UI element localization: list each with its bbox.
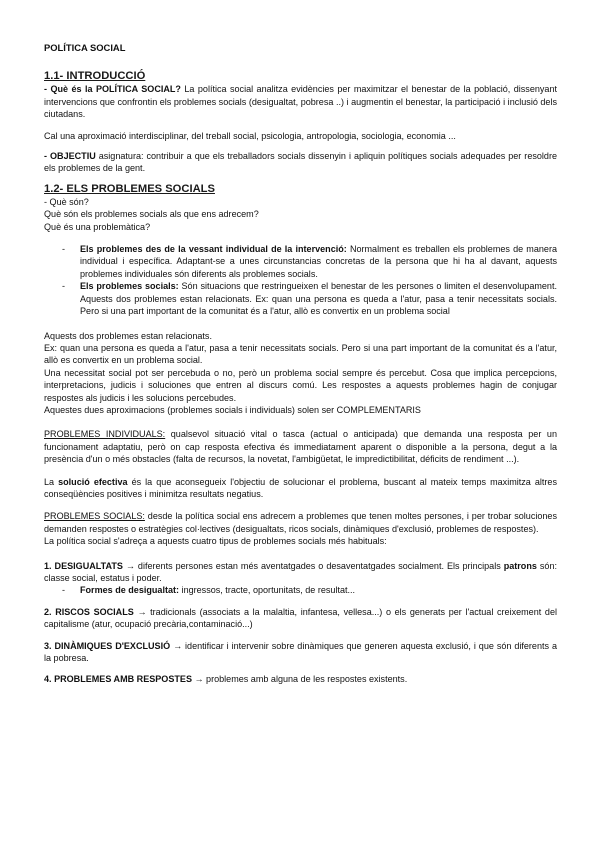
social-problems-paragraph: PROBLEMES SOCIALS: desde la política social ens adrecem a problemes que tenen moltes persones, i per trobar soluciones demanden respostes o estratègies col·lectives (desigualtats, ricos socials, dinàmiques d'exclusió, problemes de respostes). [44, 511, 557, 534]
list-item: 1. DESIGUALTATS → diferents persones estan més aventatgades o desaventatgades socialment. Els principals patrons són: classe social, estatus i poder. [44, 560, 557, 583]
question-what: - Què són? [44, 196, 89, 207]
list-item: 4. PROBLEMES AMB RESPOSTES → problemes amb alguna de les respostes existents. [44, 674, 408, 685]
question-label: - Què és la POLÍTICA SOCIAL? [44, 84, 181, 95]
question-problematic: Què és una problemàtica? [44, 221, 151, 232]
list-item: - Formes de desigualtat: ingressos, tracte, oportunitats, de resultat... [62, 585, 356, 596]
list-item: - Els problemes des de la vessant individual de la intervenció: Normalment es treballen els problemes de manera individual i específica. Adaptant-se a unes circunstancias concretas de la persona que hi ha al davant, aquests problemes individuales són diferents als problemes socials. [62, 244, 557, 279]
intro-paragraph: - Què és la POLÍTICA SOCIAL? La política social analitza evidències per maximitzar el benestar de la població, dissenyant intervencions que confrontin els problemes socials (desigualtat, pobresa ..) i augmentin el benestar, la participació i inclusió dels ciutadans. [44, 84, 557, 120]
interdisciplinary-paragraph: Cal una aproximació interdisciplinar, del treball social, psicologia, antropologia, sociologia, economia ... [44, 130, 456, 141]
list-item: - Els problemes socials: Són situacions que restringueixen el benestar de les persones o limiten el desenvolupament. Aquests dos problemes estan relacionats. Ex: quan una persona es queda a l'atur, pasa a tenir necessitats socials. Pero si una part important de la comunitat és a l'atur, allò es convertix en un problema social [62, 281, 557, 317]
document-title: POLÍTICA SOCIAL [44, 42, 126, 53]
objective-paragraph: - OBJECTIU asignatura: contribuir a que els treballadors socials dissenyin i apliquin polítiques socials adequades per resoldre els problemes de la gent. [44, 151, 557, 174]
effective-solution-paragraph: La solució efectiva és la que aconsegueix l'objectiu de solucionar el problema, buscant al mateix temps maximitza altres conseqüències positives i minimitza resultats negatius. [44, 476, 557, 499]
question-which-problems: Què són els problemes socials als que ens adrecem? [44, 209, 259, 220]
complementary-paragraph: Aquestes dues aproximacions (problemes socials i individuals) solen ser COMPLEMENTARIS [44, 404, 421, 415]
individual-problems-paragraph: PROBLEMES INDIVIDUALS: qualsevol situació vital o tasca (actual o anticipada) que demanda una resposta per un funcionament adaptatiu, però on cap resposta efectiva és immediatament aparent o disponible a la persona, degut a la presència d'un o més obstacles (falta de recursos, la novetat, l'ambigüetat, le impredictibilitat, déficits de rendiment ...). [44, 429, 557, 465]
social-policy-types-intro: La política social s'adreça a aquests cuatro tipus de problemes socials més habituals: [44, 536, 387, 547]
related-paragraph: Aquests dos problemes estan relacionats. [44, 330, 212, 341]
document-page [44, 40, 557, 686]
need-paragraph: Una necessitat social pot ser percebuda o no, però un problema social sempre és percebut. Cosa que implica percepcions, interpretacions, judicis i soluciones que entren al discurs comú. Les respostes a aquests problemes hagin de conjugar respostes als judicis i les solucions percebudes. [44, 367, 557, 403]
objective-label: - OBJECTIU [44, 151, 96, 162]
inequality-forms-list [44, 584, 557, 596]
example-paragraph: Ex: quan una persona es queda a l'atur, pasa a tenir necessitats socials. Pero si una part important de la comunitat és a l'atur, allò es convertix en un problema social. [44, 342, 557, 366]
list-item: 3. DINÀMIQUES D'EXCLUSIÓ → identificar i intervenir sobre dinàmiques que generen aquesta exclusió, i que són diferents a la pobresa. [44, 640, 557, 664]
section-heading-problems: 1.2- ELS PROBLEMES SOCIALS [44, 182, 215, 195]
list-item: 2. RISCOS SOCIALS → tradicionals (associats a la malaltia, infantesa, vellesa...) o els generats per l'actual creixement del capitalisme (atur, ocupació precària,contaminació...) [44, 606, 557, 630]
problem-types-list [44, 243, 557, 317]
section-heading-intro: 1.1- INTRODUCCIÓ [44, 70, 146, 83]
